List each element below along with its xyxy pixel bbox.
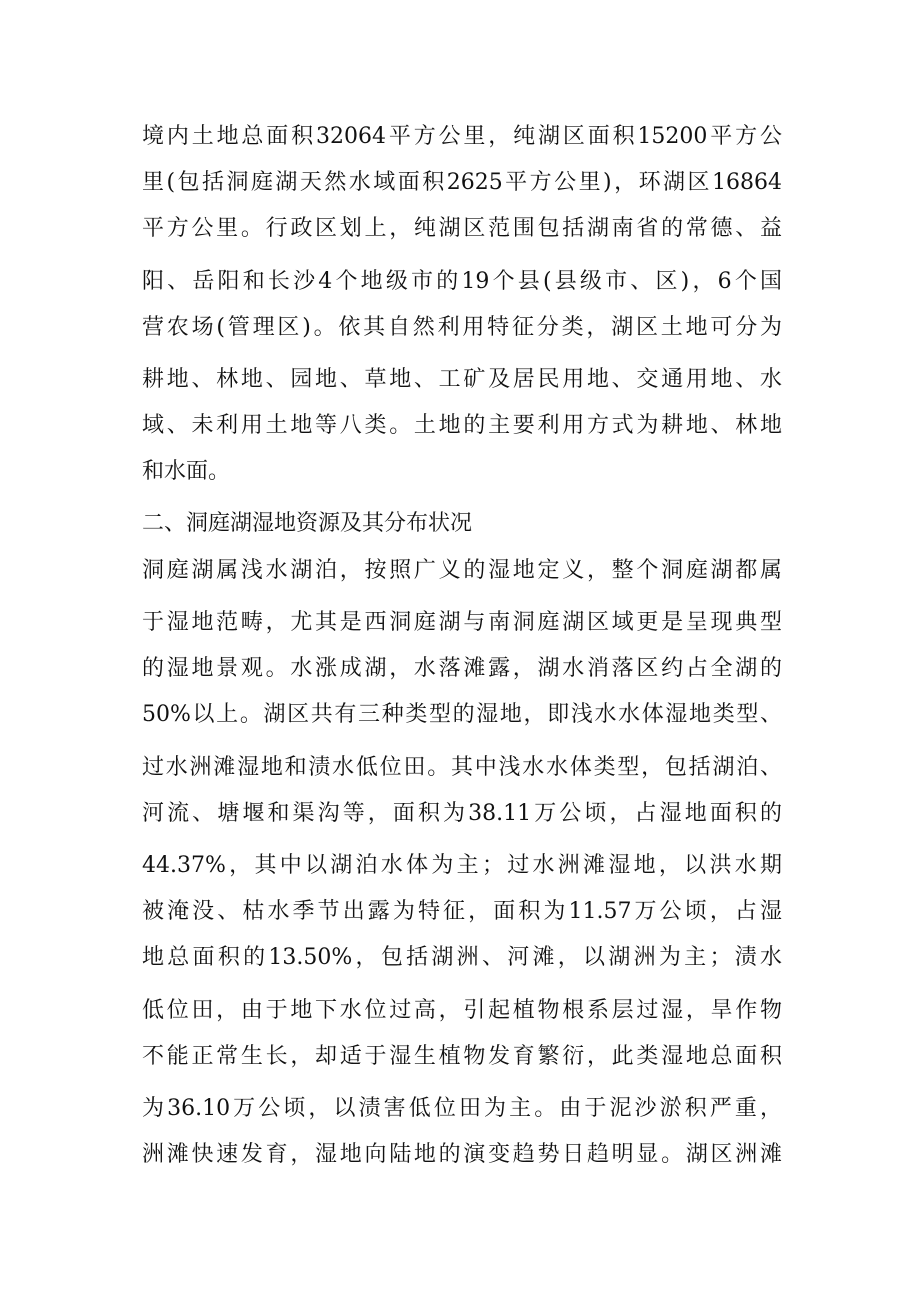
paragraph-1-line-4: 阳、岳阳和长沙4个地级市的19个县(县级市、区)，6个国 bbox=[142, 269, 782, 294]
paragraph-2-line-10: 低位田，由于地下水位过高，引起植物根系层过湿，旱作物 bbox=[142, 998, 782, 1023]
paragraph-1-line-7: 域、未利用土地等八类。土地的主要利用方式为耕地、林地 bbox=[142, 413, 782, 438]
paragraph-2-line-6: 河流、塘堰和渠沟等，面积为38.11万公顷，占湿地面积的 bbox=[142, 801, 782, 826]
section-heading: 二、洞庭湖湿地资源及其分布状况 bbox=[142, 511, 473, 536]
paragraph-1-line-1: 境内土地总面积32064平方公里，纯湖区面积15200平方公 bbox=[142, 124, 782, 149]
paragraph-1-line-8: 和水面。 bbox=[142, 459, 231, 484]
paragraph-2-line-9: 地总面积的13.50%，包括湖洲、河滩，以湖洲为主；渍水 bbox=[142, 945, 782, 970]
paragraph-2-line-4: 50%以上。湖区共有三种类型的湿地，即浅水水体湿地类型、 bbox=[142, 702, 782, 727]
paragraph-2-line-11: 不能正常生长，却适于湿生植物发育繁衍，此类湿地总面积 bbox=[142, 1044, 782, 1069]
paragraph-2-line-3: 的湿地景观。水涨成湖，水落滩露，湖水消落区约占全湖的 bbox=[142, 656, 782, 681]
paragraph-2-line-8: 被淹没、枯水季节出露为特征，面积为11.57万公顷，占湿 bbox=[142, 899, 782, 924]
paragraph-1-line-3: 平方公里。行政区划上，纯湖区范围包括湖南省的常德、益 bbox=[142, 216, 782, 241]
paragraph-1-line-2: 里(包括洞庭湖天然水域面积2625平方公里)，环湖区16864 bbox=[142, 170, 782, 195]
paragraph-2-line-2: 于湿地范畴，尤其是西洞庭湖与南洞庭湖区域更是呈现典型 bbox=[142, 610, 782, 635]
paragraph-1-line-6: 耕地、林地、园地、草地、工矿及居民用地、交通用地、水 bbox=[142, 367, 782, 392]
paragraph-2-line-7: 44.37%，其中以湖泊水体为主；过水洲滩湿地，以洪水期 bbox=[142, 853, 782, 878]
paragraph-1-line-5: 营农场(管理区)。依其自然利用特征分类，湖区土地可分为 bbox=[142, 315, 782, 340]
paragraph-2-line-13: 洲滩快速发育，湿地向陆地的演变趋势日趋明显。湖区洲滩 bbox=[142, 1142, 782, 1167]
paragraph-2-line-5: 过水洲滩湿地和渍水低位田。其中浅水水体类型，包括湖泊、 bbox=[142, 755, 782, 780]
paragraph-2-line-1: 洞庭湖属浅水湖泊，按照广义的湿地定义，整个洞庭湖都属 bbox=[142, 558, 782, 583]
paragraph-2-line-12: 为36.10万公顷，以渍害低位田为主。由于泥沙淤积严重， bbox=[142, 1096, 782, 1121]
